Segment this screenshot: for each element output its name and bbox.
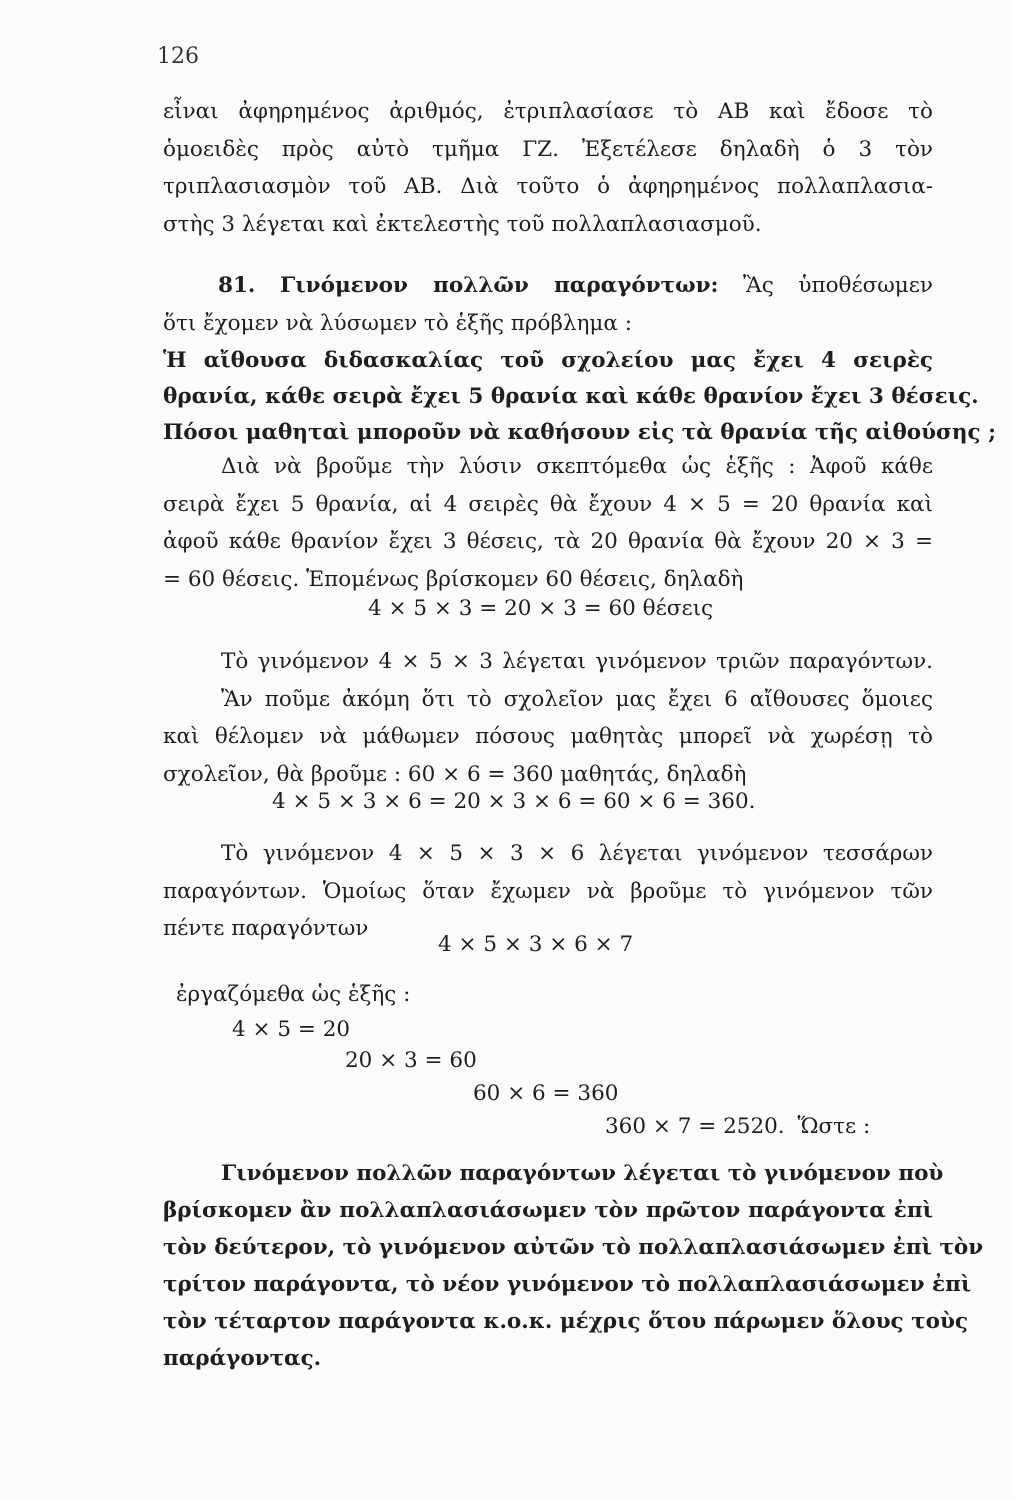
equation-three-factors: 4 × 5 × 3 = 20 × 3 = 60 θέσεις (368, 596, 714, 621)
text-line: Διὰ νὰ βροῦμε τὴν λύσιν σκεπτόμεθα ὡς ἑξῆς : Ἀφοῦ κάθε (221, 454, 933, 479)
text-line: τὸν δεύτερον, τὸ γινόμενον αὐτῶν τὸ πολλαπλασιάσωμεν ἐπὶ τὸν (163, 1235, 984, 1260)
text-line: σειρὰ ἔχει 5 θρανία, αἱ 4 σειρὲς θὰ ἔχουν 4 × 5 = 20 θρανία καὶ (163, 491, 933, 517)
paragraph-solution (163, 448, 933, 598)
section-heading-line (163, 267, 933, 305)
paragraph-schools (163, 643, 933, 793)
conclusion-word: Ὥστε : (797, 1114, 871, 1139)
text-line: πέντε παραγόντων (163, 916, 369, 941)
problem-statement (163, 343, 997, 451)
step-4-expression: 360 × 7 = 2520. (605, 1114, 785, 1139)
equation-five-factors: 4 × 5 × 3 × 6 × 7 (438, 932, 634, 957)
paragraph-intro (163, 93, 933, 243)
text-line: τὸν τέταρτον παράγοντα κ.ο.κ. μέχρις ὅτου πάρωμεν ὅλους τοὺς (163, 1309, 968, 1334)
paragraph-five-factors (163, 835, 933, 948)
text-line: τριπλασιασμὸν τοῦ ΑΒ. Διὰ τοῦτο ὁ ἀφηρημένος πολλαπλασια- (163, 174, 933, 199)
section-81 (163, 267, 933, 342)
text-line: εἶναι ἀφηρημένος ἀριθμός, ἐτριπλασίασε τὸ ΑΒ καὶ ἔδοσε τὸ (163, 99, 933, 124)
text-line: σχολεῖον, θὰ βροῦμε : 60 × 6 = 360 μαθητάς, δηλαδὴ (163, 761, 747, 787)
text-line: ὅτι ἔχομεν νὰ λύσωμεν τὸ ἑξῆς πρόβλημα : (163, 310, 633, 336)
step-2: 20 × 3 = 60 (345, 1048, 477, 1073)
text-line: Ἡ αἴθουσα διδασκαλίας τοῦ σχολείου μας ἔχει 4 σειρὲς (163, 348, 933, 373)
text-line: ὁμοειδὲς πρὸς αὐτὸ τμῆμα ΓΖ. Ἐξετέλεσε δηλαδὴ ὁ 3 τὸν (163, 136, 933, 162)
text-line: Τὸ γινόμενον 4 × 5 × 3 × 6 λέγεται γινόμενον τεσσάρων (221, 841, 933, 866)
text-line: στὴς 3 λέγεται καὶ ἐκτελεστὴς τοῦ πολλαπλασιασμοῦ. (163, 211, 762, 237)
step-3: 60 × 6 = 360 (473, 1081, 619, 1106)
equation-four-factors: 4 × 5 × 3 × 6 = 20 × 3 × 6 = 60 × 6 = 360. (272, 789, 756, 814)
text-line: καὶ θέλομεν νὰ μάθωμεν πόσους μαθητὰς μπορεῖ νὰ χωρέσῃ τὸ (163, 724, 933, 749)
text-line: βρίσκομεν ἂν πολλαπλασιάσωμεν τὸν πρῶτον παράγοντα ἐπὶ (163, 1198, 933, 1223)
text-line: τρίτον παράγοντα, τὸ νέον γινόμενον τὸ πολλαπλασιάσωμεν ἐπὶ (163, 1272, 972, 1297)
step-1: 4 × 5 = 20 (232, 1017, 351, 1042)
text-line: θρανία, κάθε σειρὰ ἔχει 5 θρανία καὶ κάθε θρανίον ἔχει 3 θέσεις. (163, 384, 979, 409)
text-line: Ἂν ποῦμε ἀκόμη ὅτι τὸ σχολεῖον μας ἔχει 6 αἴθουσες ὅμοιες (221, 686, 933, 712)
section-title: Γινόμενον πολλῶν παραγόντων: (280, 273, 719, 298)
text-line: Γινόμενον πολλῶν παραγόντων λέγεται τὸ γινόμενον ποὺ (221, 1161, 944, 1186)
section-number: 81. (218, 273, 256, 298)
text-line: παραγόντων. Ὁμοίως ὅταν ἔχωμεν νὰ βροῦμε τὸ γινόμενον τῶν (163, 878, 933, 904)
step-4 (605, 1114, 870, 1139)
page-number: 126 (157, 44, 199, 69)
work-intro: ἐργαζόμεθα ὡς ἑξῆς : (176, 982, 411, 1007)
text-line: = 60 θέσεις. Ἑπομένως βρίσκομεν 60 θέσεις, δηλαδὴ (163, 566, 744, 592)
section-heading-rest: Ἂς ὑποθέσωμεν (743, 273, 933, 298)
text-line: Πόσοι μαθηταὶ μποροῦν νὰ καθήσουν εἰς τὰ θρανία τῆς αἰθούσης ; (163, 420, 997, 445)
text-line: παράγοντας. (163, 1346, 322, 1371)
definition (163, 1155, 984, 1377)
text-line: ἀφοῦ κάθε θρανίον ἔχει 3 θέσεις, τὰ 20 θρανία θὰ ἔχουν 20 × 3 = (163, 529, 933, 554)
text-line: Τὸ γινόμενον 4 × 5 × 3 λέγεται γινόμενον τριῶν παραγόντων. (221, 649, 933, 674)
